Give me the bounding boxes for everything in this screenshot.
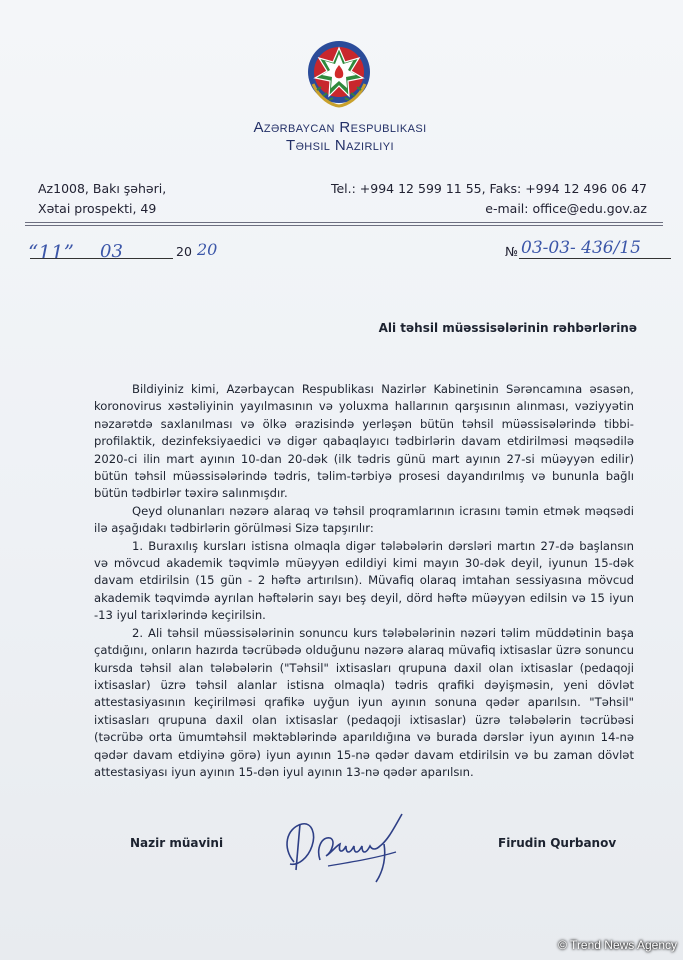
email-line: e-mail: office@edu.gov.az	[485, 201, 647, 216]
date-month-line	[78, 258, 173, 259]
date-month: 03	[100, 241, 123, 262]
reference-number-label: №	[505, 244, 519, 259]
date-year-suffix: 20	[197, 240, 218, 259]
ministry-title	[200, 119, 480, 155]
body-paragraph: 2. Ali təhsil müəssisələrinin sonuncu kurs tələbələrinin nəzəri təlim müddətinin başa çatdığını, onların hazırda təcrübədə olduğunu nəzərə alaraq müvafiq ixtisaslar üzrə sonuncu kursda təhsil alan tələbələrin ("Təhsil" ixtisasları qrupuna daxil olan ixtisaslar (pedaqoji ixtisaslar) üzrə təhsil alanlar istisna olmaqla) tədris qrafiki dəyişməsin, yeni dövlət attestasiyasının keçirilməsi qrafikə uyğun iyun ayının sonuna qədər aparılsın. "Təhsil" ixtisasları qrupuna daxil olan ixtisaslar (pedaqoji ixtisaslar) üzrə tələbələrin təcrübəsi (təcrübə orta ümumtəhsil məktəblərində aparıldığına və burada dərslər iyun ayının 14-nə qədər davam etdiyinə görə) iyun ayının 15-nə qədər davam etdirilsin və bu zaman dövlət attestasiyası iyun ayının 15-dən iyul ayının 13-nə qədər aparılsın.	[94, 625, 634, 779]
header-divider-bottom	[25, 225, 663, 226]
address-line2: Xətai prospekti, 49	[38, 201, 157, 216]
addressee: Ali təhsil müəssisələrinin rəhbərlərinə	[378, 321, 637, 335]
body-paragraph: Qeyd olunanları nəzərə alaraq və təhsil proqramlarının icrasını təmin etmək məqsədi ilə aşağıdakı tədbirlərin görülməsi Sizə tapşırılır:	[94, 503, 634, 536]
watermark: © Trend News Agency	[558, 938, 677, 952]
handwritten-signature	[272, 800, 422, 890]
header-divider-top	[25, 222, 663, 223]
signatory-name: Firudin Qurbanov	[498, 836, 617, 850]
reference-number-value: 03-03- 436/15	[521, 238, 641, 258]
reference-number-line	[519, 258, 671, 259]
signatory-title: Nazir müavini	[130, 836, 224, 850]
date-day: “11”	[28, 240, 74, 264]
azerbaijan-emblem-icon	[305, 38, 373, 110]
contact-block	[331, 179, 647, 219]
letter-body	[94, 381, 634, 781]
ministry-title-line1: Azərbaycan Respublikası	[253, 119, 427, 136]
address-block	[38, 179, 166, 219]
phone-line: Tel.: +994 12 599 11 55, Faks: +994 12 496 06 47	[330, 181, 647, 196]
body-paragraph: Bildiyiniz kimi, Azərbaycan Respublikası Nazirlər Kabinetinin Sərəncamına əsasən, koronovirus xəstəliyinin yayılmasının və yoluxma hallarının qarşısının alınması, vəziyyətin nəzarətdə saxlanılması və ölkə ərazisində yerləşən bütün təhsil müəssisələrində tibbi-profilaktik, dezinfeksiyaedici və digər qabaqlayıcı tədbirlərin davam etdirilməsi məqsədilə 2020-ci ilin mart ayının 10-dan 20-dək (ilk tədris günü mart ayının 27-si müəyyən edilir) bütün təhsil müəssisələrində tədris, təlim-tərbiyə prosesi dayandırılmış və bununla bağlı bütün tədbirlər təxirə salınmışdır.	[94, 382, 634, 501]
ministry-title-line2: Təhsil Nazirliyi	[286, 137, 394, 154]
body-paragraph: 1. Buraxılış kursları istisna olmaqla digər tələbələrin dərsləri martın 27-də başlansın və mövcud akademik təqvimlə müəyyən edildiyi kimi mayın 30-dək deyil, iyunun 15-dək davam etdirilsin (15 gün - 2 həftə artırılsın). Müvafiq olaraq imtahan sessiyasına mövcud akademik təqvimdə ayrılan həftələrin sayı beş deyil, dörd həftə müəyyən edilsin və 15 iyun -13 iyul tarixlərində keçirilsin.	[94, 538, 634, 623]
address-line1: Az1008, Bakı şəhəri,	[38, 181, 167, 196]
date-year-prefix: 20	[176, 244, 192, 259]
